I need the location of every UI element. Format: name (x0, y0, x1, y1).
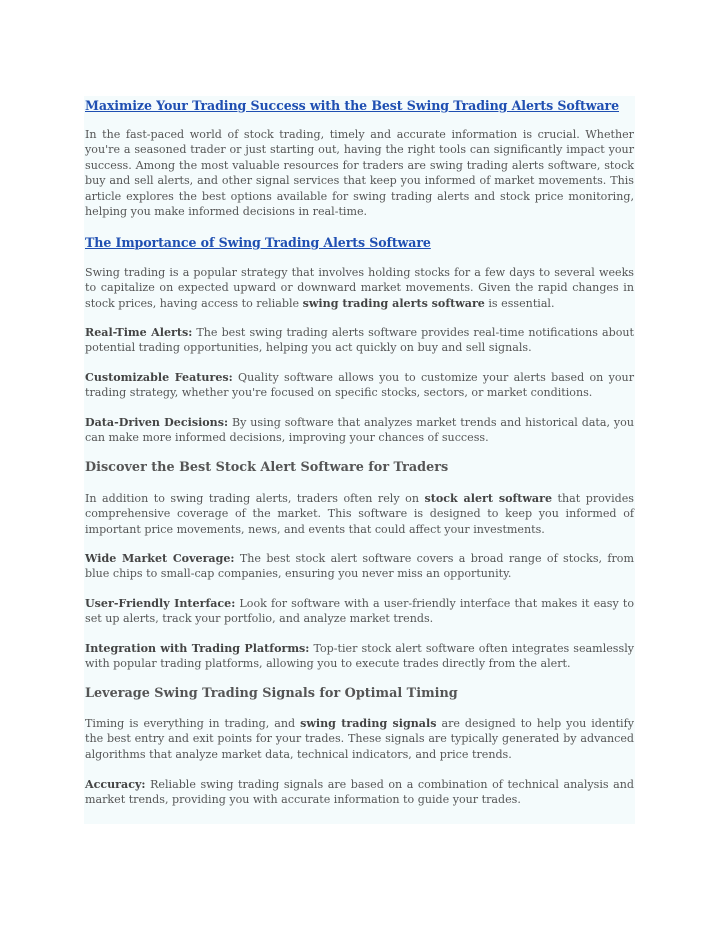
section1-heading-block (85, 235, 634, 250)
intro-block (85, 127, 634, 219)
item-text: By using software that analyzes market trends and historical data, you can make more informed decisions, improving your chances of success. (85, 416, 634, 445)
item-label: Integration with Trading Platforms: (85, 642, 310, 655)
item-label: User-Friendly Interface: (85, 597, 236, 610)
section2-heading: Discover the Best Stock Alert Software for Traders (85, 460, 449, 475)
item-label: Wide Market Coverage: (85, 552, 235, 565)
section2-para-text: In addition to swing trading alerts, traders often rely on (85, 492, 425, 505)
section1-para-bold: swing trading alerts software (302, 296, 485, 310)
item-text: The best swing trading alerts software provides real-time notifications about potential trading opportunities, helping you act quickly on buy and sell signals. (85, 326, 635, 355)
section1-para-end: is essential. (484, 296, 555, 310)
item-label: Accuracy: (85, 778, 146, 791)
section3-para-text: Timing is everything in trading, and (85, 717, 301, 730)
section2-paragraph (85, 491, 634, 537)
section3-heading: Leverage Swing Trading Signals for Optimal Timing (85, 686, 458, 701)
section3-item-accuracy (85, 777, 634, 808)
section1-paragraph (85, 265, 634, 311)
section2-item-coverage (85, 551, 634, 582)
item-label: Customizable Features: (85, 371, 233, 384)
section2-item-integration (85, 641, 634, 672)
document-page (84, 96, 635, 824)
section1-intro-block (85, 265, 634, 311)
section3-intro-block (85, 716, 634, 762)
section1-para-text: Swing trading is a popular strategy that involves holding stocks for a few days to several weeks to capitalize on expected upward or downward market movements. Given the rapid changes in stock prices, having access to reliable (85, 266, 634, 310)
section2-intro-block (85, 491, 634, 537)
intro-paragraph: In the fast-paced world of stock trading, timely and accurate information is crucial. Whether you're a seasoned trader or just starting out, having the right tools can significantly impact your success. Among the most valuable resources for traders are swing trading alerts software, stock buy and sell alerts, and other signal services that keep you informed of market movements. This article explores the best options available for swing trading alerts and stock price monitoring, helping you make informed decisions in real-time. (85, 128, 634, 219)
item-label: Real-Time Alerts: (85, 326, 193, 339)
section1-item-customizable (85, 370, 634, 401)
section2-para-end: that provides comprehensive coverage of the market. This software is designed to keep you informed of important price movements, news, and events that could affect your investments. (85, 492, 634, 536)
article-title-link[interactable]: Maximize Your Trading Success with the Best Swing Trading Alerts Software (85, 98, 620, 113)
section3-paragraph (85, 716, 634, 762)
section1-item-datadriven (85, 415, 634, 446)
section3-para-bold: swing trading signals (300, 717, 437, 730)
article-title-block (85, 98, 634, 113)
section1-item-realtime (85, 325, 634, 356)
item-text: Top-tier stock alert software often integrates seamlessly with popular trading platforms, allowing you to execute trades directly from the alert. (85, 642, 635, 671)
item-text: The best stock alert software covers a broad range of stocks, from blue chips to small-cap companies, ensuring you never miss an opportunity. (85, 552, 634, 581)
item-text: Reliable swing trading signals are based on a combination of technical analysis and market trends, providing you with accurate information to guide your trades. (85, 778, 634, 807)
item-label: Data-Driven Decisions: (85, 416, 229, 429)
section1-heading-link[interactable]: The Importance of Swing Trading Alerts Software (85, 235, 431, 250)
section3-para-end: are designed to help you identify the best entry and exit points for your trades. These signals are typically generated by advanced algorithms that analyze market data, technical indicators, and price trends. (85, 717, 634, 761)
item-text: Look for software with a user-friendly interface that makes it easy to set up alerts, track your portfolio, and analyze market trends. (85, 597, 634, 626)
section3-heading-block (85, 686, 634, 701)
section2-item-interface (85, 596, 634, 627)
item-text: Quality software allows you to customize your alerts based on your trading strategy, whether you're focused on specific stocks, sectors, or market conditions. (85, 371, 634, 400)
section2-para-bold: stock alert software (424, 492, 553, 505)
section2-heading-block (85, 460, 634, 475)
